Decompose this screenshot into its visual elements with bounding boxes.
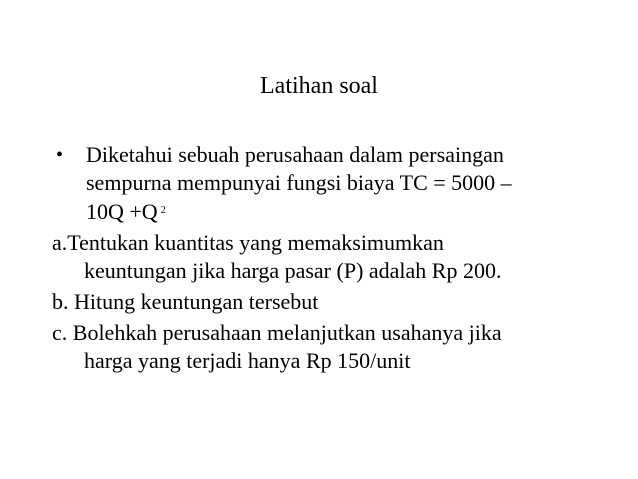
item-c-line-1: c. Bolehkah perusahaan melanjutkan usahanya jika [52, 320, 502, 345]
slide-body [52, 141, 592, 378]
bullet-line-1: Diketahui sebuah perusahaan dalam persaingan [86, 142, 504, 167]
bullet-line-3 [86, 197, 592, 226]
item-c-line-2: harga yang terjadi hanya Rp 150/unit [84, 348, 411, 373]
item-c [52, 319, 592, 375]
item-b [52, 288, 592, 316]
item-a [52, 229, 592, 285]
formula-exponent: 2 [160, 205, 166, 216]
formula-text: 10Q +Q [86, 199, 158, 224]
bullet-line-2: sempurna mempunyai fungsi biaya TC = 5000 – [86, 170, 512, 195]
item-a-line-2: keuntungan jika harga pasar (P) adalah Rp 200. [84, 258, 502, 283]
slide-title: Latihan soal [260, 73, 378, 99]
item-a-line-1: a.Tentukan kuantitas yang memaksimumkan [52, 230, 444, 255]
item-b-line-1: b. Hitung keuntungan tersebut [52, 289, 319, 314]
bullet-icon: • [56, 144, 64, 166]
bullet-paragraph [52, 141, 592, 226]
